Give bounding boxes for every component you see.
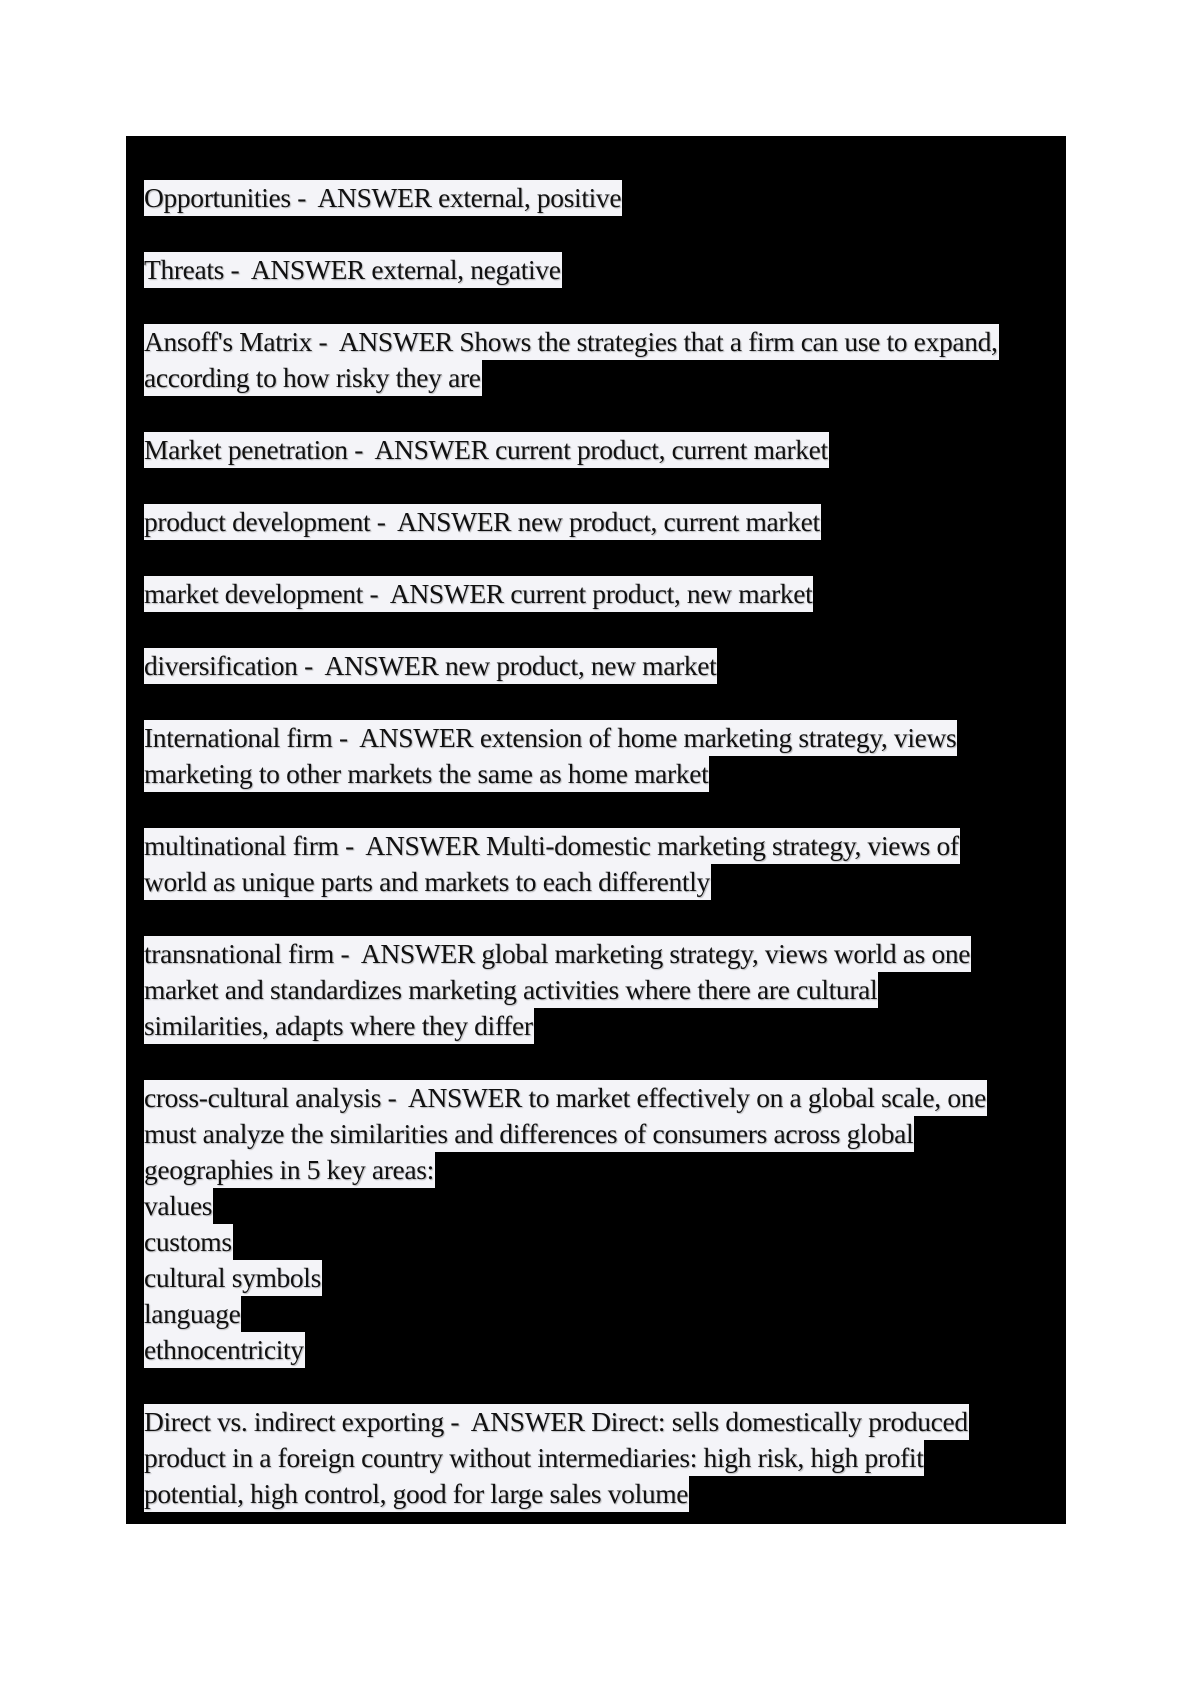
flashcard-market-penetration <box>144 432 1066 468</box>
entry-text: diversification - ANSWER new product, new market <box>144 648 717 684</box>
entry-text: product development - ANSWER new product, current market <box>144 504 821 540</box>
list-item-language: language <box>144 1296 241 1332</box>
entry-text: must analyze the similarities and differences of consumers across global <box>144 1116 914 1152</box>
flashcard-ansoffs-matrix <box>144 324 1066 396</box>
flashcard-product-development <box>144 504 1066 540</box>
entry-text: Opportunities - ANSWER external, positive <box>144 180 622 216</box>
entry-text: Ansoff's Matrix - ANSWER Shows the strategies that a firm can use to expand, <box>144 324 999 360</box>
entry-text: marketing to other markets the same as home market <box>144 756 709 792</box>
entry-text: potential, high control, good for large sales volume <box>144 1476 689 1512</box>
entry-text: multinational firm - ANSWER Multi-domestic marketing strategy, views of <box>144 828 960 864</box>
entry-text: Direct vs. indirect exporting - ANSWER Direct: sells domestically produced <box>144 1404 969 1440</box>
list-item-values: values <box>144 1188 213 1224</box>
flashcard-market-development <box>144 576 1066 612</box>
entry-text: Market penetration - ANSWER current product, current market <box>144 432 829 468</box>
entry-text: Threats - ANSWER external, negative <box>144 252 562 288</box>
entry-text: International firm - ANSWER extension of home marketing strategy, views <box>144 720 957 756</box>
entry-text: product in a foreign country without intermediaries: high risk, high profit <box>144 1440 924 1476</box>
document-panel <box>126 136 1066 1524</box>
entry-text: similarities, adapts where they differ <box>144 1008 534 1044</box>
entry-text: world as unique parts and markets to each differently <box>144 864 711 900</box>
entry-text: geographies in 5 key areas: <box>144 1152 435 1188</box>
entry-text: market development - ANSWER current product, new market <box>144 576 813 612</box>
list-item-customs: customs <box>144 1224 233 1260</box>
flashcard-list <box>144 180 1066 1548</box>
flashcard-opportunities <box>144 180 1066 216</box>
entry-text: cross-cultural analysis - ANSWER to market effectively on a global scale, one <box>144 1080 987 1116</box>
list-item-ethnocentricity: ethnocentricity <box>144 1332 305 1368</box>
flashcard-multinational-firm <box>144 828 1066 900</box>
flashcard-international-firm <box>144 720 1066 792</box>
flashcard-threats <box>144 252 1066 288</box>
list-item-cultural-symbols: cultural symbols <box>144 1260 322 1296</box>
flashcard-transnational-firm <box>144 936 1066 1044</box>
entry-text: transnational firm - ANSWER global marketing strategy, views world as one <box>144 936 971 972</box>
entry-text: market and standardizes marketing activities where there are cultural <box>144 972 878 1008</box>
entry-text: according to how risky they are <box>144 360 482 396</box>
flashcard-direct-vs-indirect-exporting <box>144 1404 1066 1512</box>
flashcard-diversification <box>144 648 1066 684</box>
flashcard-cross-cultural-analysis <box>144 1080 1066 1368</box>
